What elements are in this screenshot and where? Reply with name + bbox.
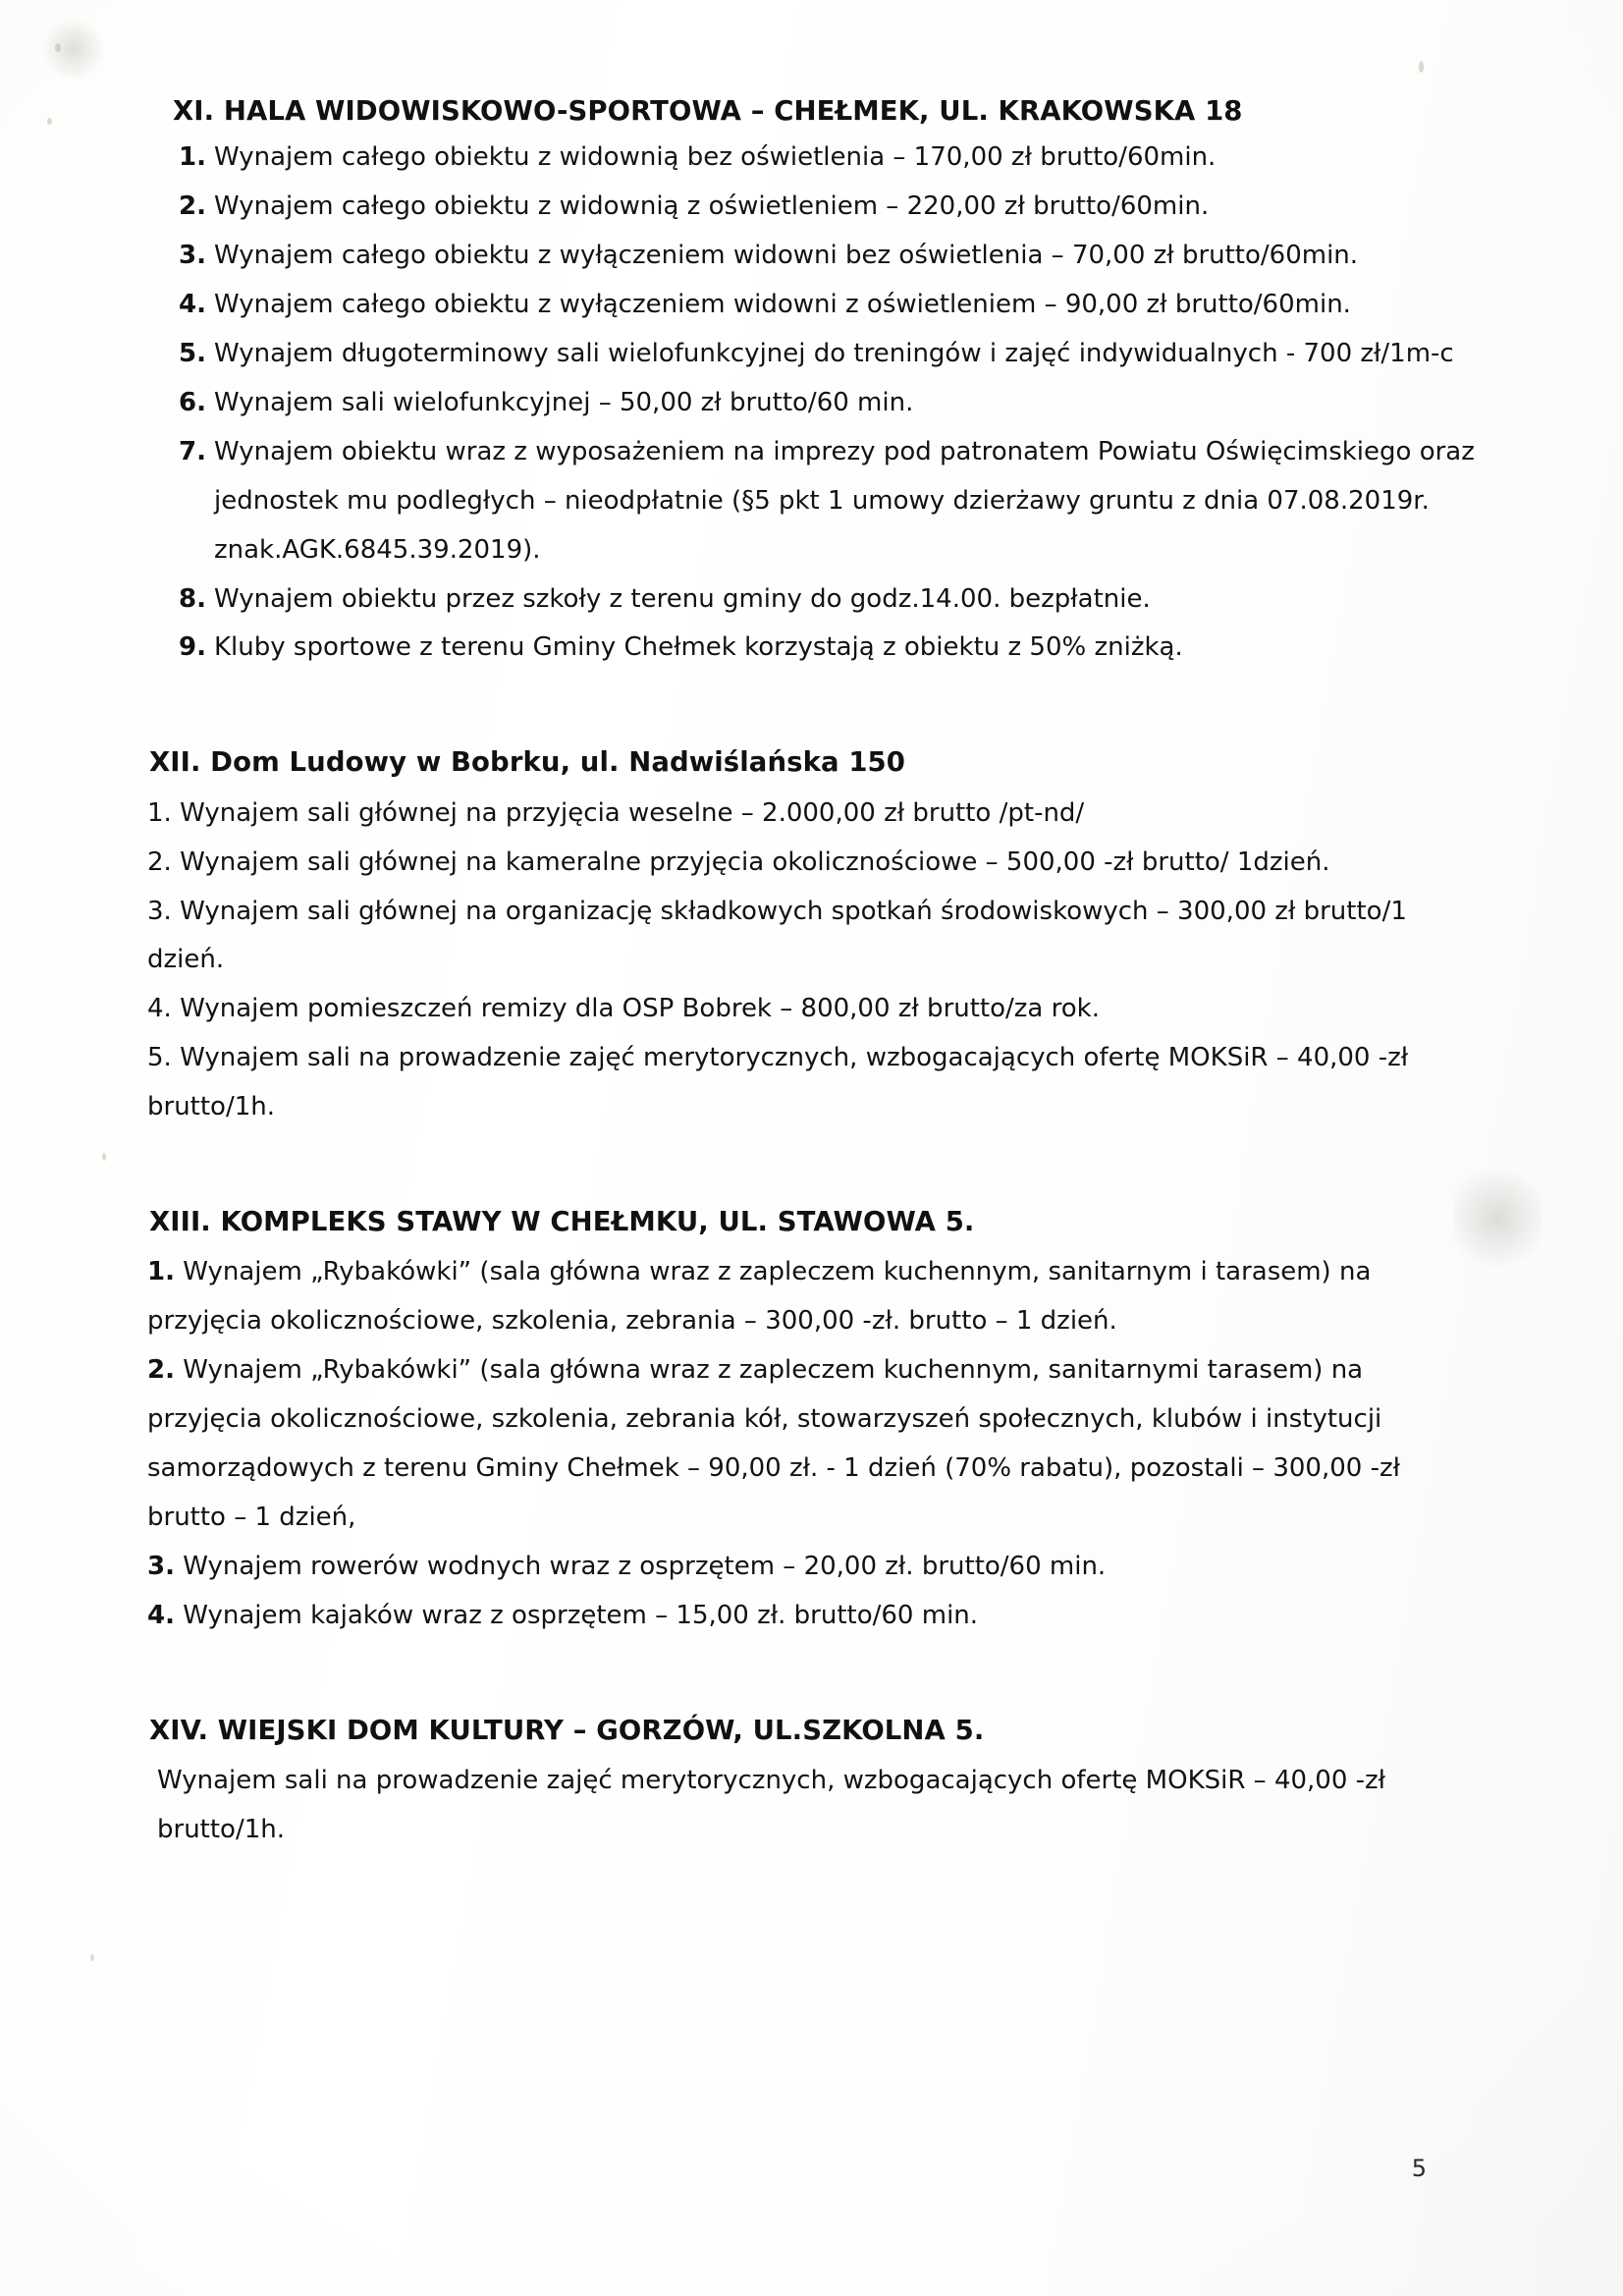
list-item [147, 985, 1483, 1034]
list-item-number: 4. [179, 290, 206, 320]
list-item [147, 379, 1483, 428]
list-item-number: 2. [147, 847, 172, 877]
section-xiii [147, 1205, 1483, 1641]
list-item-text: Wynajem całego obiektu z wyłączeniem widowni z oświetleniem – 90,00 zł brutto/60min. [214, 290, 1351, 320]
list-item-text: Wynajem sali głównej na kameralne przyjęcia okolicznościowe – 500,00 -zł brutto/ 1dzień. [180, 847, 1330, 877]
list-item [147, 624, 1483, 673]
list-item-text: Wynajem sali głównej na organizację składkowych spotkań środowiskowych – 300,00 zł brutto/1 dzień. [147, 896, 1407, 975]
list-item-text: Wynajem długoterminowy sali wielofunkcyjnej do treningów i zajęć indywidualnych - 700 zł/1m-c [214, 339, 1454, 368]
list-item [147, 281, 1483, 330]
list-item [147, 1346, 1483, 1543]
section-xiv-heading: XIV. WIEJSKI DOM KULTURY – GORZÓW, UL.SZKOLNA 5. [149, 1714, 985, 1746]
list-item-number: 2. [147, 1355, 175, 1386]
section-xii [147, 745, 1483, 1132]
list-item-number: 3. [147, 1551, 175, 1581]
section-xii-list [147, 790, 1483, 1132]
scan-speck [1419, 61, 1424, 73]
list-item-text: Wynajem sali wielofunkcyjnej – 50,00 zł brutto/60 min. [214, 387, 914, 417]
list-item-text: Wynajem całego obiektu z widownią bez oświetlenia – 170,00 zł brutto/60min. [214, 142, 1217, 173]
section-xi-list [147, 134, 1483, 673]
section-xii-heading: XII. Dom Ludowy w Bobrku, ul. Nadwiślańska 150 [149, 746, 906, 779]
section-spacer [147, 1132, 1483, 1205]
list-item-number: 1. [179, 142, 206, 173]
list-item-number: 4. [147, 1600, 175, 1630]
list-item-text: Wynajem obiektu wraz z wyposażeniem na imprezy pod patronatem Powiatu Oświęcimskiego oraz jednostek mu podległych – nieodpłatnie (§5 pkt 1 umowy dzierżawy gruntu z dnia 07.08.2019r. znak.AGK.6845.39.2019). [214, 436, 1475, 565]
list-item-text: Wynajem całego obiektu z widownią z oświetleniem – 220,00 zł brutto/60min. [214, 191, 1210, 222]
scan-speck [55, 43, 61, 52]
list-item-text: Wynajem sali na prowadzenie zajęć merytorycznych, wzbogacających ofertę MOKSiR – 40,00 -zł brutto/1h. [157, 1766, 1386, 1844]
list-item-text: Wynajem całego obiektu z wyłączeniem widowni bez oświetlenia – 70,00 zł brutto/60min. [214, 241, 1359, 271]
list-item-number: 1. [147, 797, 172, 828]
list-item-number: 7. [179, 436, 206, 466]
list-item [147, 330, 1483, 379]
page-number: 5 [1411, 2155, 1427, 2182]
list-item-number: 4. [147, 994, 172, 1024]
list-item-text: Wynajem „Rybakówki” (sala główna wraz z zapleczem kuchennym, sanitarnymi tarasem) na przyjęcia okolicznościowe, szkolenia, zebrania kół, stowarzyszeń społecznych, klubów i instytucji samorządowych z terenu Gminy Chełmek – 90,00 zł. - 1 dzień (70% rabatu), pozostali – 300,00 -zł brutto – 1 dzień, [147, 1355, 1400, 1532]
list-item [147, 428, 1483, 575]
list-item [147, 232, 1483, 281]
list-item [147, 1248, 1483, 1346]
list-item-text: Wynajem rowerów wodnych wraz z osprzętem – 20,00 zł. brutto/60 min. [183, 1551, 1107, 1581]
section-xiii-list [147, 1248, 1483, 1640]
scan-speck [90, 1954, 94, 1961]
list-item-number: 5. [147, 1043, 172, 1073]
list-item-number: 5. [179, 339, 206, 368]
list-item [147, 888, 1483, 986]
list-item [147, 1757, 1483, 1855]
scan-smudge [39, 20, 108, 79]
section-xi [147, 94, 1483, 673]
list-item-number: 8. [179, 583, 206, 614]
list-item-text: Wynajem pomieszczeń remizy dla OSP Bobrek – 800,00 zł brutto/za rok. [180, 994, 1100, 1024]
section-xi-heading: XI. HALA WIDOWISKOWO-SPORTOWA – CHEŁMEK, UL. KRAKOWSKA 18 [173, 95, 1243, 127]
section-spacer [147, 1641, 1483, 1714]
list-item [147, 839, 1483, 888]
list-item-text: Wynajem kajaków wraz z osprzętem – 15,00 zł. brutto/60 min. [183, 1600, 979, 1630]
list-item-text: Wynajem sali na prowadzenie zajęć merytorycznych, wzbogacających ofertę MOKSiR – 40,00 -zł brutto/1h. [147, 1043, 1409, 1122]
list-item [147, 134, 1483, 183]
list-item-text: Wynajem obiektu przez szkoły z terenu gminy do godz.14.00. bezpłatnie. [214, 583, 1151, 614]
list-item [147, 1034, 1483, 1132]
list-item-text: Wynajem sali głównej na przyjęcia weselne – 2.000,00 zł brutto /pt-nd/ [180, 797, 1085, 828]
list-item-text: Kluby sportowe z terenu Gminy Chełmek korzystają z obiektu z 50% zniżką. [214, 632, 1183, 663]
list-item [147, 575, 1483, 625]
section-spacer [147, 673, 1483, 745]
section-xiii-heading: XIII. KOMPLEKS STAWY W CHEŁMKU, UL. STAWOWA 5. [149, 1206, 975, 1238]
list-item-number: 1. [147, 1257, 175, 1287]
list-item [147, 183, 1483, 232]
list-item [147, 1592, 1483, 1641]
list-item-number: 2. [179, 191, 206, 222]
list-item-text: Wynajem „Rybakówki” (sala główna wraz z zapleczem kuchennym, sanitarnym i tarasem) na przyjęcia okolicznościowe, szkolenia, zebrania – 300,00 -zł. brutto – 1 dzień. [147, 1257, 1372, 1337]
list-item [147, 1543, 1483, 1592]
list-item-number: 3. [179, 241, 206, 271]
list-item-number: 9. [179, 632, 206, 663]
list-item-number: 6. [179, 387, 206, 417]
section-xiv-list [147, 1757, 1483, 1855]
section-xiv [147, 1714, 1483, 1855]
scan-speck [102, 1153, 106, 1161]
list-item-number: 3. [147, 896, 172, 926]
scan-speck [47, 118, 52, 125]
document-body [147, 94, 1483, 1855]
list-item [147, 790, 1483, 839]
